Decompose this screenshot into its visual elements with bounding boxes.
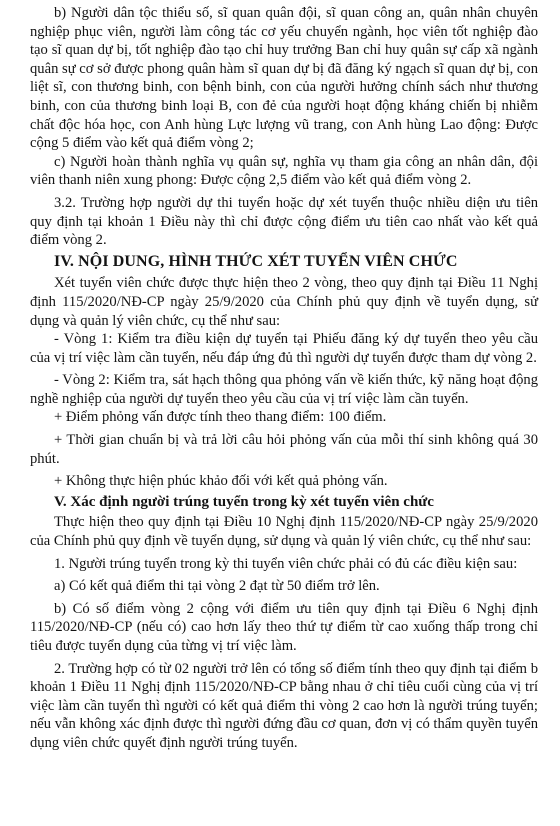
- section-iv-heading: IV. NỘI DUNG, HÌNH THỨC XÉT TUYỂN VIÊN CHỨC: [54, 252, 458, 270]
- paragraph-condition-1a: a) Có kết quả điểm thi tại vòng 2 đạt từ 50 điểm trở lên.: [54, 578, 380, 595]
- paragraph-3-2: 3.2. Trường hợp người dự thi tuyển hoặc dự xét tuyển thuộc nhiều diện ưu tiên quy định tại khoản 1 Điều này thì chỉ được cộng điểm ưu tiên cao nhất vào kết quả điểm vòng 2.: [30, 194, 538, 249]
- paragraph-c-priority-groups: c) Người hoàn thành nghĩa vụ quân sự, nghĩa vụ tham gia công an nhân dân, đội viên thanh niên xung phong: Được cộng 2,5 điểm vào kết quả điểm vòng 2.: [30, 153, 538, 189]
- paragraph-iv-intro: Xét tuyển viên chức được thực hiện theo 2 vòng, theo quy định tại Điều 11 Nghị định 115/2020/NĐ-CP ngày 25/9/2020 của Chính phủ quy định về tuyển dụng, sử dụng và quản lý viên chức, cụ thể như sau:: [30, 275, 538, 329]
- paragraph-b-priority-groups: b) Người dân tộc thiểu số, sĩ quan quân đội, sĩ quan công an, quân nhân chuyên nghiệp phục viên, người làm công tác cơ yếu chuyển ngành, học viên tốt nghiệp đào tạo sĩ quan dự bị, tốt nghiệp đào tạo chỉ huy trưởng Ban chỉ huy quân sự cấp xã ngành quân sự cơ sở được phong quân hàm sĩ quan dự bị đã đăng ký ngạch sĩ quan dự bị, con liệt sĩ, con thương binh, con bệnh binh, con của người hưởng chính sách như thương binh, con của thương binh loại B, con đẻ của người hoạt động kháng chiến bị nhiễm chất độc hóa học, con Anh hùng Lực lượng vũ trang, con Anh hùng Lao động: Được cộng 5 điểm vào kết quả điểm vòng 2;: [30, 5, 538, 152]
- paragraph-condition-1: 1. Người trúng tuyển trong kỳ thi tuyển viên chức phải có đủ các điều kiện sau:: [54, 555, 518, 572]
- paragraph-condition-2: 2. Trường hợp có từ 02 người trở lên có tổng số điểm tính theo quy định tại điểm b khoản 1 Điều 11 Nghị định 115/2020/NĐ-CP bằng nhau ở chỉ tiêu cuối cùng của vị trí việc làm cần tuyển thì người có kết quả điểm thi vòng 2 cao hơn là người trúng tuyển; nếu vẫn không xác định được thì người đứng đầu cơ quan, đơn vị có thẩm quyền tuyển dụng viên chức quyết định người trúng tuyển.: [30, 660, 538, 751]
- paragraph-interview-score: + Điểm phỏng vấn được tính theo thang điểm: 100 điểm.: [54, 409, 387, 426]
- paragraph-v-intro: Thực hiện theo quy định tại Điều 10 Nghị định 115/2020/NĐ-CP ngày 25/9/2020 của Chính phủ quy định về tuyển dụng, sử dụng và quản lý viên chức, cụ thể như sau:: [30, 514, 538, 550]
- section-v-heading: V. Xác định người trúng tuyển trong kỳ xét tuyển viên chức: [54, 493, 434, 510]
- paragraph-round-2: - Vòng 2: Kiểm tra, sát hạch thông qua phỏng vấn về kiến thức, kỹ năng hoạt động nghề nghiệp của người dự tuyển theo yêu cầu của vị trí việc làm cần tuyển.: [30, 372, 538, 407]
- paragraph-condition-1b: b) Có số điểm vòng 2 cộng với điểm ưu tiên quy định tại Điều 6 Nghị định 115/2020/NĐ-CP (nếu có) cao hơn lấy theo thứ tự điểm từ cao xuống thấp trong chỉ tiêu được tuyển dụng của từng vị trí việc làm.: [30, 600, 538, 654]
- paragraph-no-review: + Không thực hiện phúc khảo đối với kết quả phỏng vấn.: [54, 473, 388, 490]
- paragraph-round-1: - Vòng 1: Kiểm tra điều kiện dự tuyển tại Phiếu đăng ký dự tuyển theo yêu cầu của vị trí việc làm cần tuyển, nếu đáp ứng đủ thì người dự tuyển được tham dự vòng 2.: [30, 331, 538, 366]
- paragraph-interview-time: + Thời gian chuẩn bị và trả lời câu hỏi phỏng vấn của mỗi thí sinh không quá 30 phút.: [30, 432, 538, 467]
